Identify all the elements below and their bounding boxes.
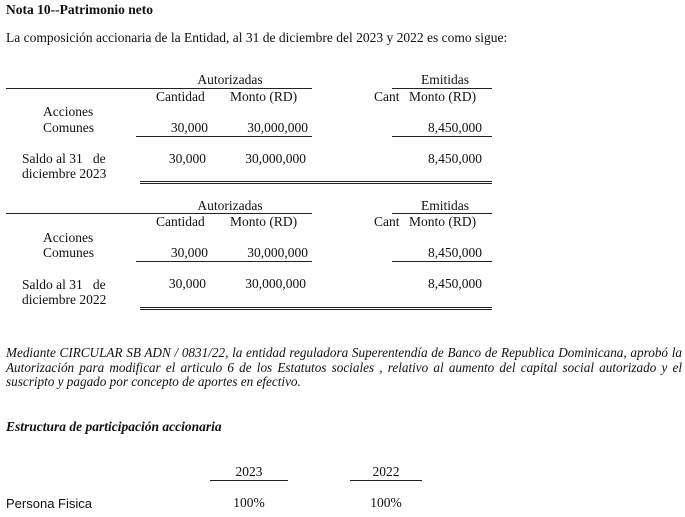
cell-quantity: 30,000 <box>170 120 208 135</box>
cell-amount: 30,000,000 <box>245 151 306 166</box>
cell-issued-amount: 8,450,000 <box>428 120 482 135</box>
row-label: Saldo al 31 de <box>22 277 106 292</box>
year-header-2022: 2022 <box>372 464 400 479</box>
cell-amount: 30,000,000 <box>245 276 306 291</box>
col-header-issued-quantity: Cant <box>374 214 400 229</box>
row-label: Comunes <box>43 120 95 135</box>
cell-amount: 30,000,000 <box>247 120 308 135</box>
issued-group-header: Emitidas <box>421 72 469 87</box>
circular-paragraph: Mediante CIRCULAR SB ADN / 0831/22, la entidad reguladora Superentendía de Banco de Republica Dominicana, aprobó la Autorización para modificar el articulo 6 de los Estatutos sociales , relativo al aumento del capital social autorizado y el suscripto y pagado por concepto de aportes en efectivo. <box>6 345 682 390</box>
intro-text: La composición accionaria de la Entidad, al 31 de diciembre del 2023 y 2022 es como sigue: <box>6 30 508 45</box>
row-label-persona-fisica: Persona Fisica <box>6 496 92 511</box>
cell-issued-amount: 8,450,000 <box>428 276 482 291</box>
cell-quantity: 30,000 <box>168 151 206 166</box>
value-2023: 100% <box>233 495 265 510</box>
cell-issued-amount: 8,450,000 <box>428 151 482 166</box>
issued-group-header: Emitidas <box>421 198 469 213</box>
cell-issued-amount: 8,450,000 <box>428 245 482 260</box>
year-header-2023: 2023 <box>235 464 263 479</box>
note-title: Nota 10--Patrimonio neto <box>6 2 153 17</box>
col-header-quantity: Cantidad <box>156 89 205 104</box>
col-header-issued-amount: Monto (RD) <box>409 89 477 104</box>
row-label: Comunes <box>43 245 95 260</box>
row-label: Acciones <box>43 230 94 245</box>
value-2022: 100% <box>370 495 402 510</box>
authorized-group-header: Autorizadas <box>197 72 263 87</box>
row-label: diciembre 2023 <box>22 166 107 181</box>
col-header-quantity: Cantidad <box>156 214 205 229</box>
structure-heading: Estructura de participación accionaria <box>6 419 222 434</box>
cell-amount: 30,000,000 <box>247 245 308 260</box>
col-header-amount: Monto (RD) <box>230 214 298 229</box>
col-header-issued-quantity: Cant <box>374 89 400 104</box>
cell-quantity: 30,000 <box>170 245 208 260</box>
row-label: diciembre 2022 <box>22 292 107 307</box>
col-header-amount: Monto (RD) <box>230 89 298 104</box>
col-header-issued-amount: Monto (RD) <box>409 214 477 229</box>
row-label: Acciones <box>43 104 94 119</box>
authorized-group-header: Autorizadas <box>197 198 263 213</box>
cell-quantity: 30,000 <box>168 276 206 291</box>
row-label: Saldo al 31 de <box>22 151 106 166</box>
